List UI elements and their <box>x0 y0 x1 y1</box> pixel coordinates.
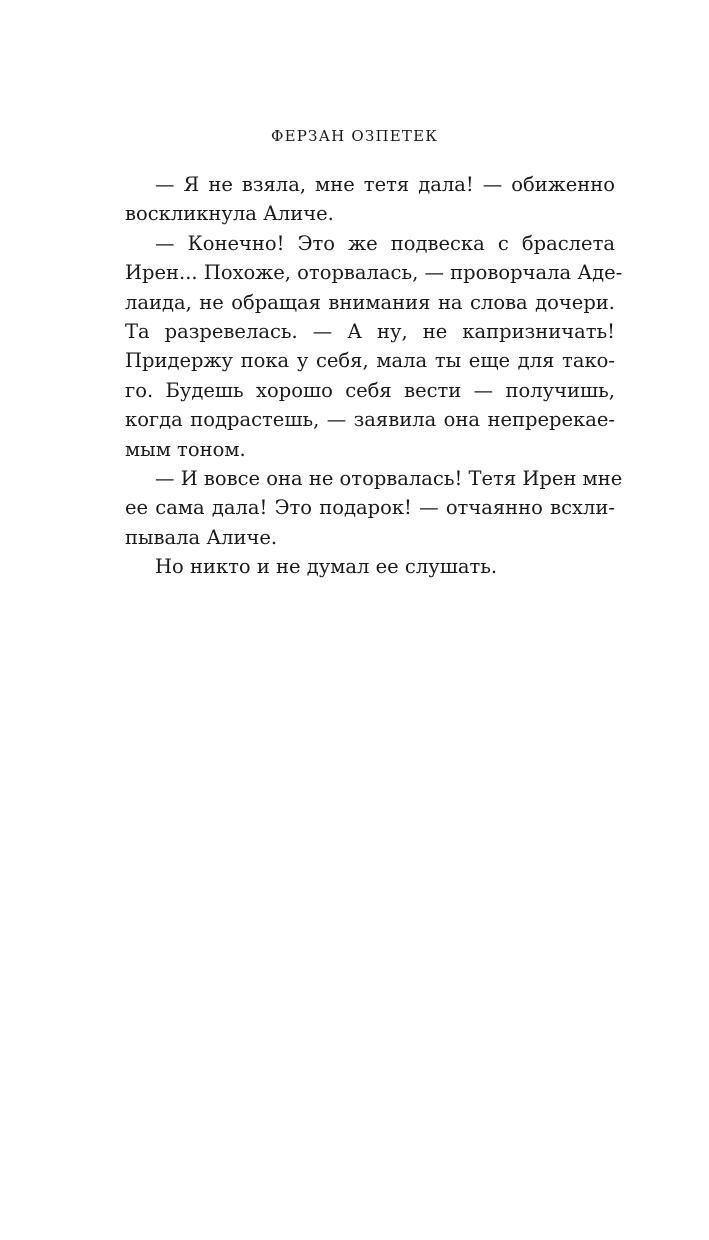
text-line: лаида, не обращая внимания на слова дочери. <box>125 290 615 314</box>
text-line: пывала Аличе. <box>125 525 278 549</box>
text-line: Та разревелась. — А ну, не капризничать! <box>125 319 615 343</box>
text-line: воскликнула Аличе. <box>125 202 334 226</box>
text-line: мым тоном. <box>125 437 246 461</box>
text-line: Придержу пока у себя, мала ты еще для тако- <box>125 349 615 373</box>
text-line: го. Будешь хорошо себя вести — получишь, <box>125 378 615 402</box>
text-line: Но никто и не думал ее слушать. <box>155 555 498 579</box>
text-line: ее сама дала! Это подарок! — отчаянно всхли- <box>125 496 615 520</box>
text-line: Ирен... Похоже, оторвалась, — проворчала Аде- <box>125 261 623 285</box>
text-line: — И вовсе она не оторвалась! Тетя Ирен мне <box>155 466 623 490</box>
text-line: — Конечно! Это же подвеска с браслета <box>155 231 615 255</box>
text-line: — Я не взяла, мне тетя дала! — обиженно <box>155 173 615 196</box>
text-line: когда подрастешь, — заявила она непререкае- <box>125 408 615 432</box>
body-text <box>125 170 623 581</box>
running-head-author: ФЕРЗАН ОЗПЕТЕК <box>270 127 439 145</box>
